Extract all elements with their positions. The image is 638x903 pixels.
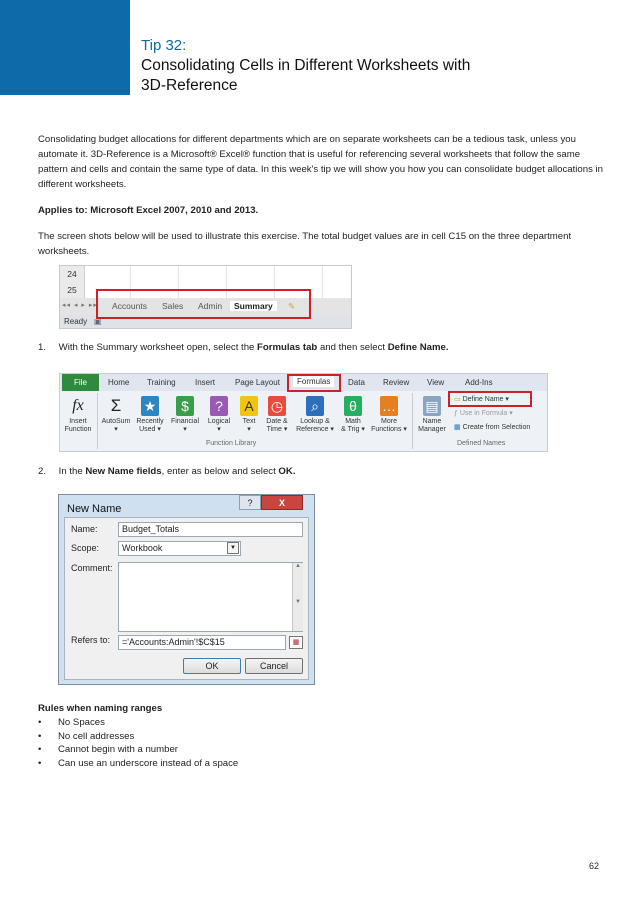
step-emphasis: OK. [278, 466, 296, 477]
name-manager-button[interactable] [415, 396, 449, 434]
chevron-down-icon[interactable]: ▼ [227, 542, 239, 554]
scope-label: Scope: [71, 543, 100, 553]
defined-names-label: Defined Names [457, 440, 506, 447]
tab-add-ins[interactable]: Add-Ins [465, 378, 493, 387]
group-separator [412, 393, 413, 449]
tab-view[interactable]: View [427, 378, 445, 387]
button-label: ▾ [247, 426, 251, 433]
button-label: Text [242, 418, 256, 425]
sigma-icon: Σ [110, 396, 122, 415]
recently-used-button[interactable] [134, 396, 166, 434]
button-label: Function [64, 426, 92, 433]
rules-heading: Rules when naming ranges [38, 703, 163, 714]
step-number: 2. [38, 466, 47, 477]
button-label: Create from Selection [462, 424, 531, 431]
tabs-highlight-box [96, 289, 311, 319]
bullet: • [38, 717, 42, 728]
autosum-button[interactable] [100, 396, 132, 434]
tab-training[interactable]: Training [147, 378, 176, 387]
logical-button[interactable] [203, 396, 235, 434]
list-item [38, 716, 238, 730]
grid-row [60, 266, 351, 283]
range-picker-icon[interactable]: ▦ [289, 636, 303, 649]
step-emphasis: Define Name. [387, 342, 449, 353]
row-number: 24 [60, 266, 85, 282]
name-tag-icon: ▤ [423, 396, 441, 416]
button-label: Name [422, 418, 442, 425]
tab-page-layout[interactable]: Page Layout [235, 378, 280, 387]
create-from-selection-icon: ▦ [454, 424, 461, 431]
refers-to-label: Refers to: [71, 635, 111, 645]
button-label: Insert [69, 418, 87, 425]
step-text: In the [58, 466, 83, 477]
fx-icon: fx [72, 397, 84, 414]
button-label: ▾ [183, 426, 187, 433]
button-label: More [381, 418, 397, 425]
scope-value: Workbook [122, 543, 163, 553]
tab-scroll-icon[interactable]: ◂◂ ◂ ▸ ▸▸ [62, 302, 98, 309]
button-label: Define Name ▾ [462, 396, 509, 403]
use-in-formula-button[interactable] [454, 409, 513, 417]
tab-review[interactable]: Review [383, 378, 410, 387]
new-sheet-icon[interactable]: ✎ [288, 301, 296, 311]
list-item [38, 730, 238, 744]
button-label: Lookup & [300, 418, 330, 425]
step-2 [38, 466, 295, 477]
button-label: Recently [136, 418, 164, 425]
comment-field[interactable] [118, 562, 303, 632]
rules-list [38, 716, 238, 771]
book-icon: A [240, 396, 258, 416]
tab-home[interactable]: Home [108, 378, 130, 387]
page-number: 62 [589, 861, 600, 871]
button-label: Math [345, 418, 361, 425]
tab-data[interactable]: Data [348, 378, 365, 387]
applies-to: Applies to: Microsoft Excel 2007, 2010 and 2013. [38, 205, 259, 216]
cancel-button[interactable]: Cancel [245, 658, 303, 674]
button-label: ▾ [217, 426, 221, 433]
tab-admin[interactable]: Admin [198, 301, 223, 311]
book-icon: … [382, 398, 396, 414]
math-trig-button[interactable] [337, 396, 369, 434]
step-number: 1. [38, 342, 47, 353]
group-separator [97, 393, 98, 449]
button-label: Use in Formula ▾ [459, 410, 513, 417]
tab-accounts[interactable]: Accounts [112, 301, 147, 311]
header-color-block [0, 0, 130, 95]
name-label: Name: [71, 524, 98, 534]
comment-label: Comment: [71, 563, 113, 573]
list-item [38, 743, 238, 757]
book-icon: ? [210, 396, 228, 416]
financial-button[interactable] [169, 396, 201, 434]
book-icon: θ [344, 396, 362, 416]
list-item [38, 757, 238, 771]
tab-file[interactable]: File [62, 374, 99, 391]
bullet: • [38, 758, 42, 770]
step-1 [38, 342, 449, 353]
page-title [141, 56, 581, 96]
tab-sales[interactable]: Sales [162, 301, 184, 311]
dialog-title: New Name [67, 503, 122, 515]
tab-formulas[interactable]: Formulas [293, 376, 334, 387]
book-icon: ★ [141, 396, 159, 416]
ok-button[interactable]: OK [183, 658, 241, 674]
rule-text: No Spaces [58, 717, 105, 728]
button-label: Financial [170, 418, 199, 425]
button-label: ▾ [114, 426, 118, 433]
title-line-2: 3D-Reference [141, 77, 238, 94]
button-label: Used ▾ [139, 426, 161, 433]
rule-text: No cell addresses [58, 730, 135, 742]
button-label: & Trig ▾ [341, 426, 365, 433]
lookup-reference-button[interactable] [296, 396, 334, 434]
use-in-formula-icon: ƒ [454, 410, 458, 417]
book-icon: ⌕ [306, 396, 324, 416]
tab-summary[interactable]: Summary [230, 301, 277, 311]
bullet: • [38, 730, 42, 742]
more-functions-button[interactable] [371, 396, 407, 434]
define-name-highlight-box [448, 391, 532, 407]
name-field[interactable]: Budget_Totals [118, 522, 303, 537]
define-name-icon: ▭ [454, 396, 461, 403]
step-emphasis: Formulas tab [257, 342, 318, 353]
button-label: Logical [207, 418, 231, 425]
tip-number: Tip 32: [141, 37, 187, 54]
help-button[interactable]: ? [239, 495, 261, 510]
comment-scrollbar[interactable]: ▲ ▼ [292, 563, 303, 631]
screenshots-intro: The screen shots below will be used to illustrate this exercise. The total budget values are in cell C15 on the three department worksheets. [38, 231, 572, 257]
step-text: and then select [319, 342, 386, 353]
scope-select[interactable] [118, 541, 241, 556]
intro-paragraph: Consolidating budget allocations for different departments which are on separate worksheets can be a tedious task, unless you automate it. 3D-Reference is a Microsoft® Excel® function that is useful for referencing several worksheets that follow the same pattern and cells and contain the same type of data. In this week's tip we will show you how you can consolidate budget allocations in different worksheets. [38, 134, 604, 190]
formulas-tab-highlight-box [287, 374, 341, 392]
rule-text: Can use an underscore instead of a space [58, 758, 239, 770]
button-label: Time ▾ [266, 426, 288, 433]
row-number: 25 [60, 282, 85, 298]
macro-record-icon[interactable]: ▣ [94, 317, 102, 326]
title-line-1: Consolidating Cells in Different Worksheets with [141, 57, 471, 74]
step-text: , enter as below and select [161, 466, 276, 477]
close-button[interactable]: X [261, 495, 303, 510]
button-label: AutoSum [101, 418, 131, 425]
rule-text: Cannot begin with a number [58, 744, 178, 756]
tab-insert[interactable]: Insert [195, 378, 216, 387]
button-label: Reference ▾ [296, 426, 334, 433]
dialog-body [64, 517, 309, 680]
button-label: Manager [418, 426, 446, 433]
book-icon: $ [176, 396, 194, 416]
create-from-selection-button[interactable] [454, 423, 530, 431]
button-label: Functions ▾ [371, 426, 407, 433]
button-label: Date & [266, 418, 288, 425]
book-icon: ◷ [268, 396, 286, 416]
step-emphasis: New Name fields [85, 466, 162, 477]
insert-function-button[interactable] [62, 396, 94, 434]
function-library-label: Function Library [206, 440, 257, 447]
status-ready: Ready [64, 317, 88, 326]
bullet: • [38, 744, 42, 756]
new-name-dialog [58, 494, 315, 685]
date-time-button[interactable] [261, 396, 293, 434]
refers-to-field[interactable]: ='Accounts:Admin'!$C$15 [118, 635, 286, 650]
step-text: With the Summary worksheet open, select the [58, 342, 255, 353]
